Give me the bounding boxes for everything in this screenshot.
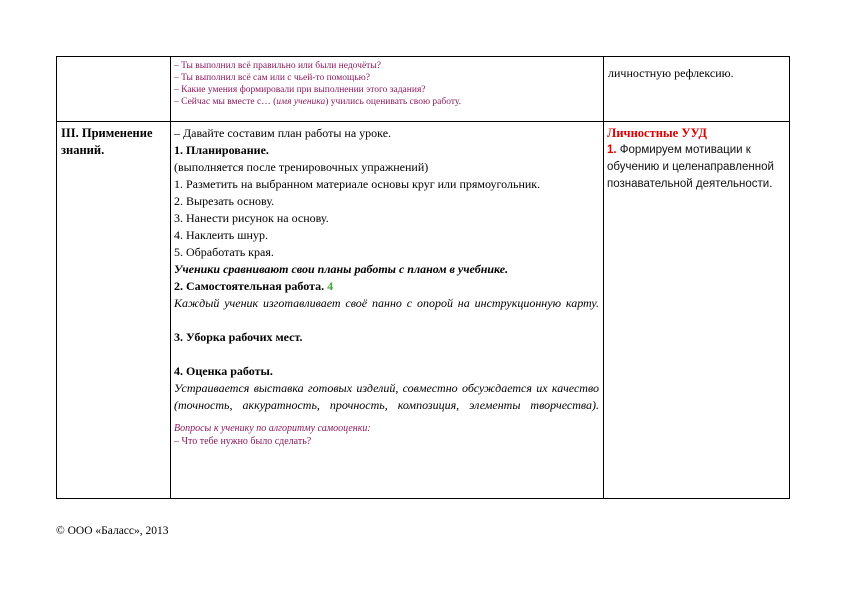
planning-heading: 1. Планирование.	[174, 143, 269, 157]
student-name-placeholder: имя ученика	[276, 97, 326, 107]
plan-step: 5. Обработать края.	[174, 245, 274, 259]
selfcheck-title: Вопросы к ученику по алгоритму самооценки:	[174, 423, 371, 434]
intro-text: – Давайте составим план работы на уроке.	[174, 126, 392, 140]
plan-step: 4. Наклеить шнур.	[174, 228, 268, 242]
reflection-text: личностную рефлексию.	[608, 66, 734, 80]
stage-title: III. Применение знаний.	[61, 126, 153, 157]
planning-note: (выполняется после тренировочных упражнений)	[174, 160, 429, 174]
plan-step: 1. Разметить на выбранном материале основы круг или прямоугольник.	[174, 177, 541, 191]
independent-work-line	[174, 278, 599, 295]
compare-note: Ученики сравнивают свои планы работы с планом в учебнике.	[174, 262, 509, 276]
evaluation-heading: 4. Оценка работы.	[174, 364, 273, 378]
independent-number: 4	[327, 279, 334, 293]
plan-step: 2. Вырезать основу.	[174, 194, 275, 208]
empty-stage-cell	[57, 57, 171, 122]
reflection-questions-cell	[171, 57, 604, 122]
question-line: – Сейчас мы вместе с… (имя ученика) учились оценивать свою работу.	[174, 97, 462, 107]
plan-step: 3. Нанести рисунок на основу.	[174, 211, 329, 225]
table-top-row	[56, 56, 790, 122]
uud-cell	[604, 122, 790, 499]
copyright-footer: © ООО «Баласс», 2013	[56, 525, 169, 537]
question-line: – Ты выполнил всё сам или с чьей-то помощью?	[174, 73, 370, 83]
uud-description: 1. Формируем мотивации к обучению и целенаправленной познавательной деятельности.	[607, 144, 774, 190]
independent-heading: 2. Самостоятельная работа.	[174, 279, 325, 293]
table-main-row	[56, 121, 790, 499]
uud-title: Личностные УУД	[607, 126, 708, 140]
uud-number: 1.	[607, 144, 617, 156]
question-line: – Какие умения формировали при выполнении этого задания?	[174, 85, 426, 95]
lesson-content-cell	[171, 122, 604, 499]
cleanup-heading: 3. Уборка рабочих мест.	[174, 330, 303, 344]
selfcheck-question: – Что тебе нужно было сделать?	[174, 436, 312, 447]
question-line: – Ты выполнил всё правильно или были недочёты?	[174, 61, 381, 71]
independent-text: Каждый ученик изготавливает своё панно с опорой на инструкционную карту.	[174, 296, 599, 310]
reflection-uud-cell	[604, 57, 790, 122]
stage-cell	[57, 122, 171, 499]
evaluation-text: Устраивается выставка готовых изделий, совместно обсуждается их качество (точность, аккуратность, прочность, композиция, элементы творчества).	[174, 381, 599, 412]
